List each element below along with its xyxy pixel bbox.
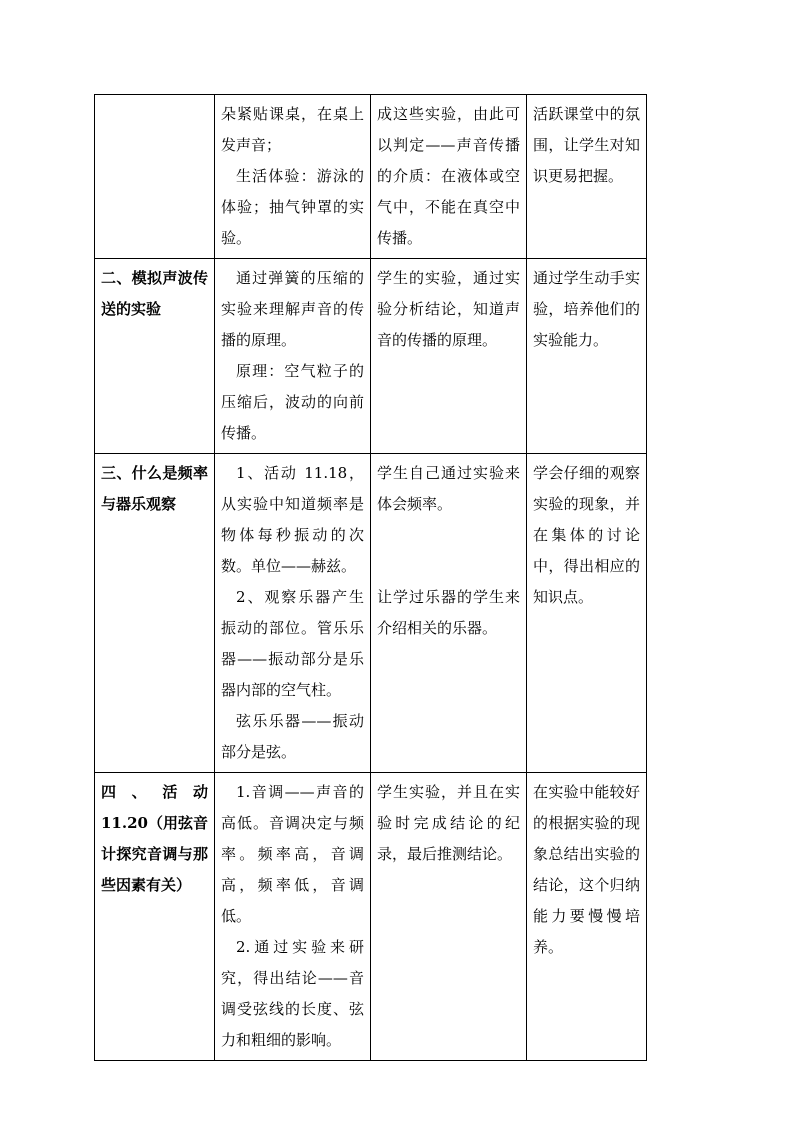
content-paragraph: 2.通过实验来研究，得出结论——音调受弦线的长度、弦力和粗细的影响。 — [221, 938, 364, 1049]
content-paragraph: 原理：空气粒子的压缩后，波动的向前传播。 — [221, 362, 364, 442]
student-paragraph: 学生实验，并且在实验时完成结论的纪录，最后推测结论。 — [377, 783, 520, 863]
content-paragraph: 1、活动 11.18，从实验中知道频率是物体每秒振动的次数。单位——赫兹。 — [221, 464, 364, 575]
student-paragraph: 让学过乐器的学生来介绍相关的乐器。 — [377, 588, 520, 637]
student-paragraph: 学生的实验，通过实验分析结论，知道声音的传播的原理。 — [377, 269, 520, 349]
teaching-content-cell — [215, 259, 371, 454]
student-activity-cell — [371, 95, 527, 259]
table-row — [95, 454, 647, 773]
teaching-content-cell — [215, 454, 371, 773]
step-title-cell: 二、模拟声波传送的实验 — [95, 259, 215, 454]
student-activity-cell — [371, 454, 527, 773]
content-paragraph: 弦乐乐器——振动部分是弦。 — [221, 712, 364, 761]
design-purpose-cell: 活跃课堂中的氛围，让学生对知识更易把握。 — [527, 95, 647, 259]
step-title-cell: 四、活动 11.20（用弦音计探究音调与那些因素有关） — [95, 773, 215, 1061]
table-row — [95, 95, 647, 259]
student-activity-cell — [371, 773, 527, 1061]
content-paragraph: 1.音调——声音的高低。音调决定与频率。频率高，音调高，频率低，音调低。 — [221, 783, 364, 925]
content-paragraph: 朵紧贴课桌，在桌上发声音； — [221, 105, 364, 154]
table-row — [95, 773, 647, 1061]
lesson-plan-table — [94, 94, 647, 1061]
design-purpose-cell: 学会仔细的观察实验的现象，并在集体的讨论中，得出相应的知识点。 — [527, 454, 647, 773]
content-paragraph: 通过弹簧的压缩的实验来理解声音的传播的原理。 — [221, 269, 364, 349]
teaching-content-cell — [215, 773, 371, 1061]
design-purpose-cell: 在实验中能较好的根据实验的现象总结出实验的结论，这个归纳能力要慢慢培养。 — [527, 773, 647, 1061]
design-purpose-cell: 通过学生动手实验，培养他们的实验能力。 — [527, 259, 647, 454]
student-paragraph: 学生自己通过实验来体会频率。 — [377, 464, 520, 513]
table-row — [95, 259, 647, 454]
spacer — [377, 520, 520, 582]
teaching-content-cell — [215, 95, 371, 259]
step-title-cell — [95, 95, 215, 259]
content-paragraph: 生活体验：游泳的体验；抽气钟罩的实验。 — [221, 167, 364, 247]
student-paragraph: 成这些实验，由此可以判定——声音传播的介质：在液体或空气中，不能在真空中传播。 — [377, 105, 520, 247]
student-activity-cell — [371, 259, 527, 454]
step-title-cell: 三、什么是频率与器乐观察 — [95, 454, 215, 773]
content-paragraph: 2、观察乐器产生振动的部位。管乐乐器——振动部分是乐器内部的空气柱。 — [221, 588, 364, 699]
